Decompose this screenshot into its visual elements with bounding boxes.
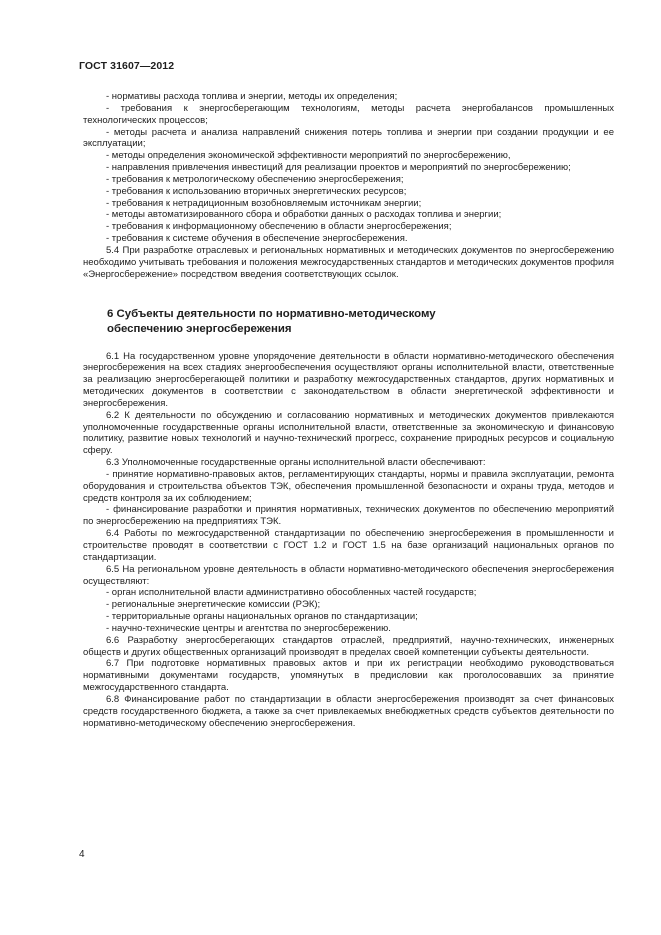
list-item: - нормативы расхода топлива и энергии, методы их определения; [106,91,398,102]
list-item: - требования к нетрадиционным возобновляемым источникам энергии; [106,197,422,209]
section-number: 6 [107,307,114,320]
list-item: - научно-технические центры и агентства по энергосбережению. [106,622,391,634]
paragraph-6-5: 6.5 На региональном уровне деятельность в области нормативно-методического обеспечения энергосбережения осуществляют: [83,563,614,587]
list-item: - территориальные органы национальных органов по стандартизации; [106,611,418,623]
list-item: - методы определения экономической эффективности мероприятий по энергосбережению, [106,150,511,162]
list-item: - требования к использованию вторичных энергетических ресурсов; [106,185,407,197]
list-item: - методы автоматизированного сбора и обработки данных о расходах топлива и энергии; [106,209,502,221]
paragraph-6-1: 6.1 На государственном уровне упорядочение деятельности в области нормативно-методического обеспечения энергосбережения на всех стадиях энергообеспечения осуществляют органы исполнительной власти, ответственные за реализацию энергосберегающей политики и разработку межгосударственных стандартов, других нормативных и методических документов в соответствии с законодательством в области энергетической эффективности и энергосбережения. [83,350,614,409]
document-body [83,91,614,730]
list-item: - методы расчета и анализа направлений снижения потерь топлива и энергии при создании продукции и ее эксплуатации; [83,126,614,150]
paragraph-6-2: 6.2 К деятельности по обсуждению и согласованию нормативных и методических документов привлекаются уполномоченные государственные органы исполнительной власти, ответственные за экономическую и финансовую политику, развитие новых технологий и научно-технический прогресс, сохранение природных ресурсов и социальную сферу. [83,409,614,457]
section-title-line-2: обеспечению энергосбережения [107,322,292,335]
paragraph-6-3: 6.3 Уполномоченные государственные органы исполнительной власти обеспечивают: [106,457,486,469]
list-item: - требования к информационному обеспечению в области энергосбережения; [106,221,452,233]
paragraph-6-6: 6.6 Разработку энергосберегающих стандартов отраслей, предприятий, научно-технических, инженерных обществ и других общественных организаций производят в пределах своей компетенции субъекты деятельности. [83,634,614,658]
list-item: - направления привлечения инвестиций для реализации проектов и мероприятий по энергосбережению; [106,162,571,174]
document-header: ГОСТ 31607—2012 [79,60,175,72]
list-item: - требования к системе обучения в обеспечение энергосбережения. [106,233,408,245]
paragraph-5-4: 5.4 При разработке отраслевых и региональных нормативных и методических документов по энергосбережению необходимо учитывать требования и положения межгосударственных стандартов и методических документов профиля «Энергосбережение» посредством введения соответствующих ссылок. [83,244,614,280]
section-6-heading [107,307,614,337]
list-item: - орган исполнительной власти административно обособленных частей государств; [106,587,477,599]
paragraph-6-4: 6.4 Работы по межгосударственной стандартизации по обеспечению энергосбережения в промышленности и строительстве проводят в соответствии с ГОСТ 1.2 и ГОСТ 1.5 на базе организаций национальных органов по стандартизации. [83,528,614,563]
list-item: - требования к энергосберегающим технологиям, методы расчета энергобалансов промышленных технологических процессов; [83,102,614,126]
paragraph-6-7: 6.7 При подготовке нормативных правовых актов и при их регистрации необходимо руководствоваться нормативными документами государств, упомянутых в предисловии как проголосовавших за принятие межгосударственного стандарта. [83,658,614,694]
list-item: - региональные энергетические комиссии (РЭК); [106,599,321,611]
section-title-line-1: Субъекты деятельности по нормативно-методическому [116,307,436,320]
list-item: - требования к метрологическому обеспечению энергосбережения; [106,173,404,185]
list-item: - принятие нормативно-правовых актов, регламентирующих стандарты, нормы и правила эксплуатации, ремонта оборудования и строительства объектов ТЭК, обеспечения промышленной безопасности и охраны труда, методов и средств контроля за их соблюдением; [83,468,614,504]
page-number: 4 [79,849,85,860]
paragraph-6-8: 6.8 Финансирование работ по стандартизации в области энергосбережения производят за счет финансовых средств государственного бюджета, а также за счет привлекаемых внебюджетных средств субъектов деятельности по нормативно-методическому обеспечению энергосбережения. [83,693,614,729]
list-item: - финансирование разработки и принятия нормативных, технических документов по обеспечению мероприятий по энергосбережению на предприятиях ТЭК. [83,504,614,528]
